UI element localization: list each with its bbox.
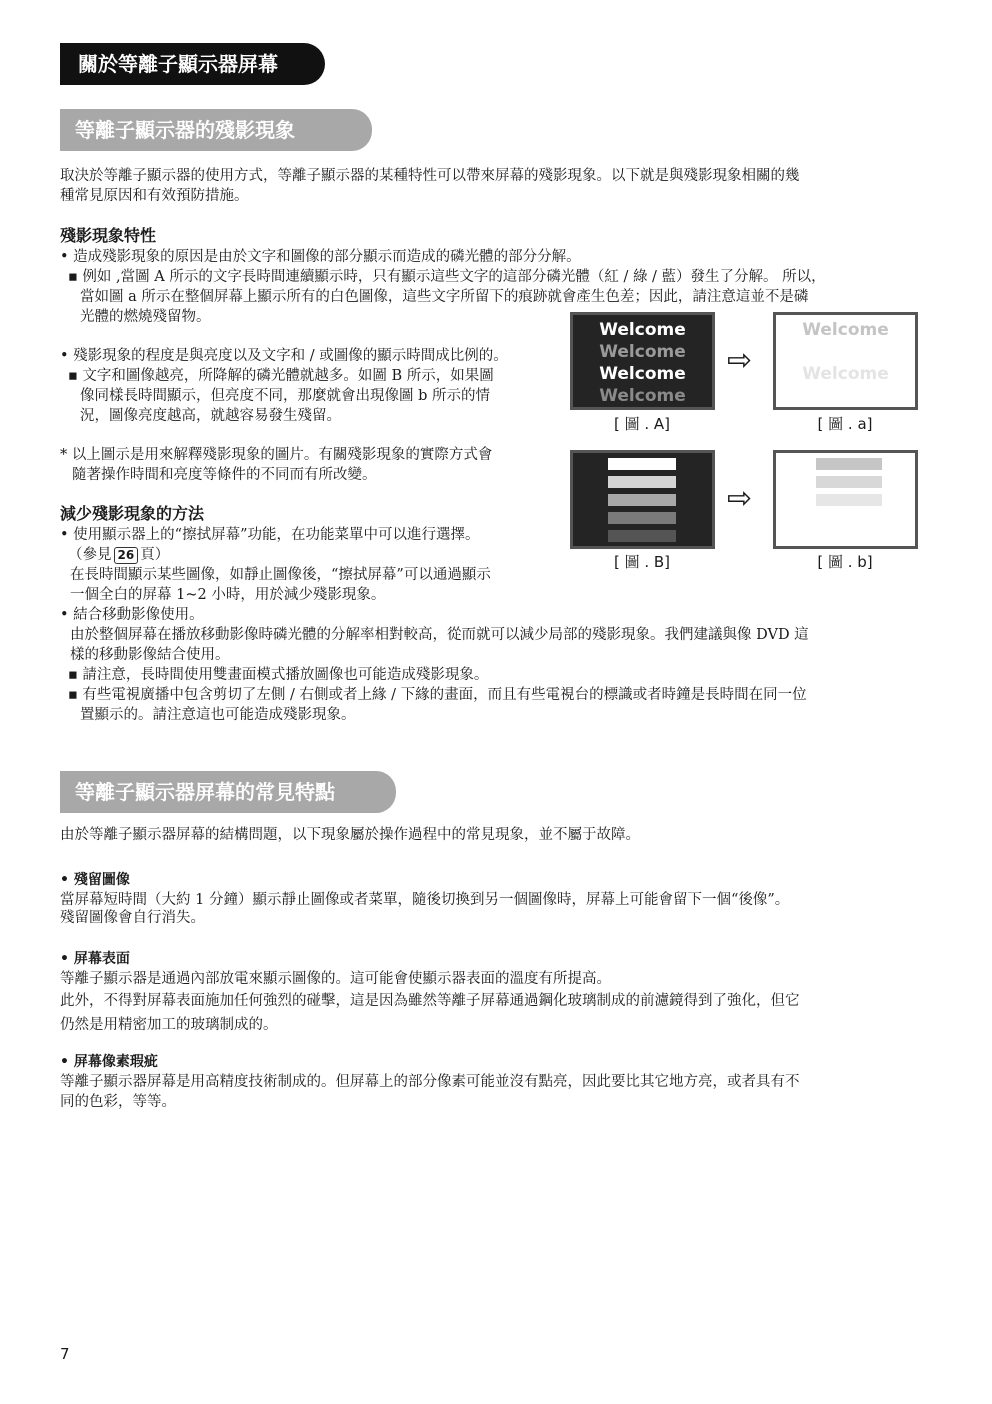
item-line: 等離子顯示器是通過內部放電來顯示圖像的。這可能會使顯示器表面的溫度有所提高。 bbox=[60, 971, 611, 987]
section1-intro bbox=[60, 166, 940, 206]
caption-B: [ 圖 . B] bbox=[613, 553, 671, 571]
residual-bar bbox=[816, 476, 882, 488]
item-line: 同的色彩，等等。 bbox=[60, 1094, 176, 1110]
bullet-desc: 一個全白的屏幕 1~2 小時，用於減少殘影現象。 bbox=[70, 587, 386, 603]
page-number: 7 bbox=[60, 1345, 70, 1363]
figure-a bbox=[773, 312, 918, 410]
item-line: 當屏幕短時間（大約 1 分鐘）顯示靜止圖像或者菜單，隨後切換到另一個圖像時，屏幕上可能會留下一個“後像”。 bbox=[60, 892, 790, 908]
bullet-desc: 由於整個屏幕在播放移動影像時磷光體的分解率相對較高，從而就可以減少局部的殘影現象。我們建議與像 DVD 這 bbox=[70, 627, 809, 643]
sub-bullet-text: ▪ 請注意，長時間使用雙畫面模式播放圖像也可能造成殘影現象。 bbox=[68, 667, 489, 683]
sub-bullet-text: 光體的燃燒殘留物。 bbox=[80, 309, 211, 325]
features-bullet-2 bbox=[60, 346, 570, 426]
bullet-desc: 在長時間顯示某些圖像，如靜止圖像後，“擦拭屏幕”可以通過顯示 bbox=[70, 567, 491, 583]
sub-bullet-text: 況，圖像亮度越高，就越容易發生殘留。 bbox=[80, 408, 341, 424]
sub-bullet-text: ▪ 例如 ,當圖 A 所示的文字長時間連續顯示時，只有顯示這些文字的這部分磷光體（紅 / 綠 / 藍）發生了分解。 所以， bbox=[68, 269, 826, 285]
sub-bullet-text: 置顯示的。請注意這也可能造成殘影現象。 bbox=[80, 707, 356, 723]
bullet-text: • 結合移動影像使用。 bbox=[60, 607, 204, 623]
page-title: 關於等離子顯示器屏幕 bbox=[60, 43, 325, 85]
caption-b: [ 圖 . b] bbox=[817, 553, 873, 571]
page-ref-link[interactable]: 26 bbox=[114, 547, 139, 564]
bullet-desc: 樣的移動影像結合使用。 bbox=[70, 647, 230, 663]
item-heading: • 屏幕像素瑕疵 bbox=[60, 1054, 158, 1070]
item-heading: • 屏幕表面 bbox=[60, 951, 130, 967]
sub-bullet-text: 當如圖 a 所示在整個屏幕上顯示所有的白色圖像，這些文字所留下的痕跡就會產生色差；因此，請注意這並不是磷 bbox=[80, 289, 809, 305]
page-reference: （參見 26 頁） bbox=[68, 547, 170, 563]
reduce-bullet-2 bbox=[60, 605, 940, 725]
caption-a: [ 圖 . a] bbox=[817, 415, 873, 433]
bullet-text: • 使用顯示器上的“擦拭屏幕”功能，在功能菜單中可以進行選擇。 bbox=[60, 527, 480, 543]
brightness-bar bbox=[608, 494, 676, 506]
item-line: 仍然是用精密加工的玻璃制成的。 bbox=[60, 1017, 278, 1033]
features-heading: 殘影現象特性 bbox=[60, 226, 157, 245]
section-title-characteristics: 等離子顯示器屏幕的常見特點 bbox=[60, 771, 396, 813]
section-title-afterimage: 等離子顯示器的殘影現象 bbox=[60, 109, 372, 151]
section2-item bbox=[60, 1052, 940, 1112]
item-line: 此外，不得對屏幕表面施加任何強烈的碰擊，這是因為雖然等離子屏幕通過鋼化玻璃制成的前濾鏡得到了強化，但它 bbox=[60, 993, 800, 1009]
residual-bar bbox=[816, 458, 882, 470]
figure-A bbox=[570, 312, 715, 410]
sub-bullet-text: ▪ 有些電視廣播中包含剪切了左側 / 右側或者上緣 / 下緣的畫面，而且有些電視台的標識或者時鐘是長時間在同一位 bbox=[68, 687, 807, 703]
figure-B bbox=[570, 450, 715, 549]
reduce-heading: 減少殘影現象的方法 bbox=[60, 504, 205, 523]
intro-line: 種常見原因和有效預防措施。 bbox=[60, 188, 249, 204]
brightness-bar bbox=[608, 512, 676, 524]
item-line: 等離子顯示器屏幕是用高精度技術制成的。但屏幕上的部分像素可能並沒有點亮，因此要比其它地方亮，或者具有不 bbox=[60, 1074, 800, 1090]
welcome-text: Welcome bbox=[802, 364, 889, 384]
note-text: * 以上圖示是用來解釋殘影現象的圖片。有關殘影現象的實際方式會 bbox=[60, 447, 493, 463]
bullet-text: • 造成殘影現象的原因是由於文字和圖像的部分顯示而造成的磷光體的部分分解。 bbox=[60, 249, 581, 265]
section2-intro: 由於等離子顯示器屏幕的結構問題，以下現象屬於操作過程中的常見現象，並不屬于故障。 bbox=[60, 827, 640, 843]
brightness-bar bbox=[608, 530, 676, 542]
features-note bbox=[60, 445, 560, 485]
welcome-text: Welcome bbox=[599, 320, 686, 340]
sub-bullet-text: ▪ 文字和圖像越亮，所降解的磷光體就越多。如圖 B 所示，如果圖 bbox=[68, 368, 494, 384]
residual-bar bbox=[816, 494, 882, 506]
section2-item bbox=[60, 870, 940, 927]
caption-A: [ 圖 . A] bbox=[613, 415, 671, 433]
figure-b bbox=[773, 450, 918, 549]
note-text: 隨著操作時間和亮度等條件的不同而有所改變。 bbox=[72, 467, 377, 483]
item-heading: • 殘留圖像 bbox=[60, 872, 130, 888]
welcome-text: Welcome bbox=[599, 386, 686, 406]
brightness-bar bbox=[608, 458, 676, 470]
brightness-bar bbox=[608, 476, 676, 488]
sub-bullet-text: 像同樣長時間顯示，但亮度不同，那麼就會出現像圖 b 所示的情 bbox=[80, 388, 490, 404]
welcome-text: Welcome bbox=[599, 364, 686, 384]
arrow-right-icon: ⇨ bbox=[727, 481, 753, 516]
item-line: 殘留圖像會自行消失。 bbox=[60, 910, 205, 926]
arrow-right-icon: ⇨ bbox=[727, 343, 753, 378]
section2-item bbox=[60, 949, 940, 1037]
bullet-text: • 殘影現象的程度是與亮度以及文字和 / 或圖像的顯示時間成比例的。 bbox=[60, 348, 508, 364]
welcome-text: Welcome bbox=[599, 342, 686, 362]
reduce-bullet-1 bbox=[60, 525, 570, 605]
intro-line: 取決於等離子顯示器的使用方式，等離子顯示器的某種特性可以帶來屏幕的殘影現象。以下就是與殘影現象相關的幾 bbox=[60, 168, 800, 184]
welcome-text: Welcome bbox=[802, 320, 889, 340]
